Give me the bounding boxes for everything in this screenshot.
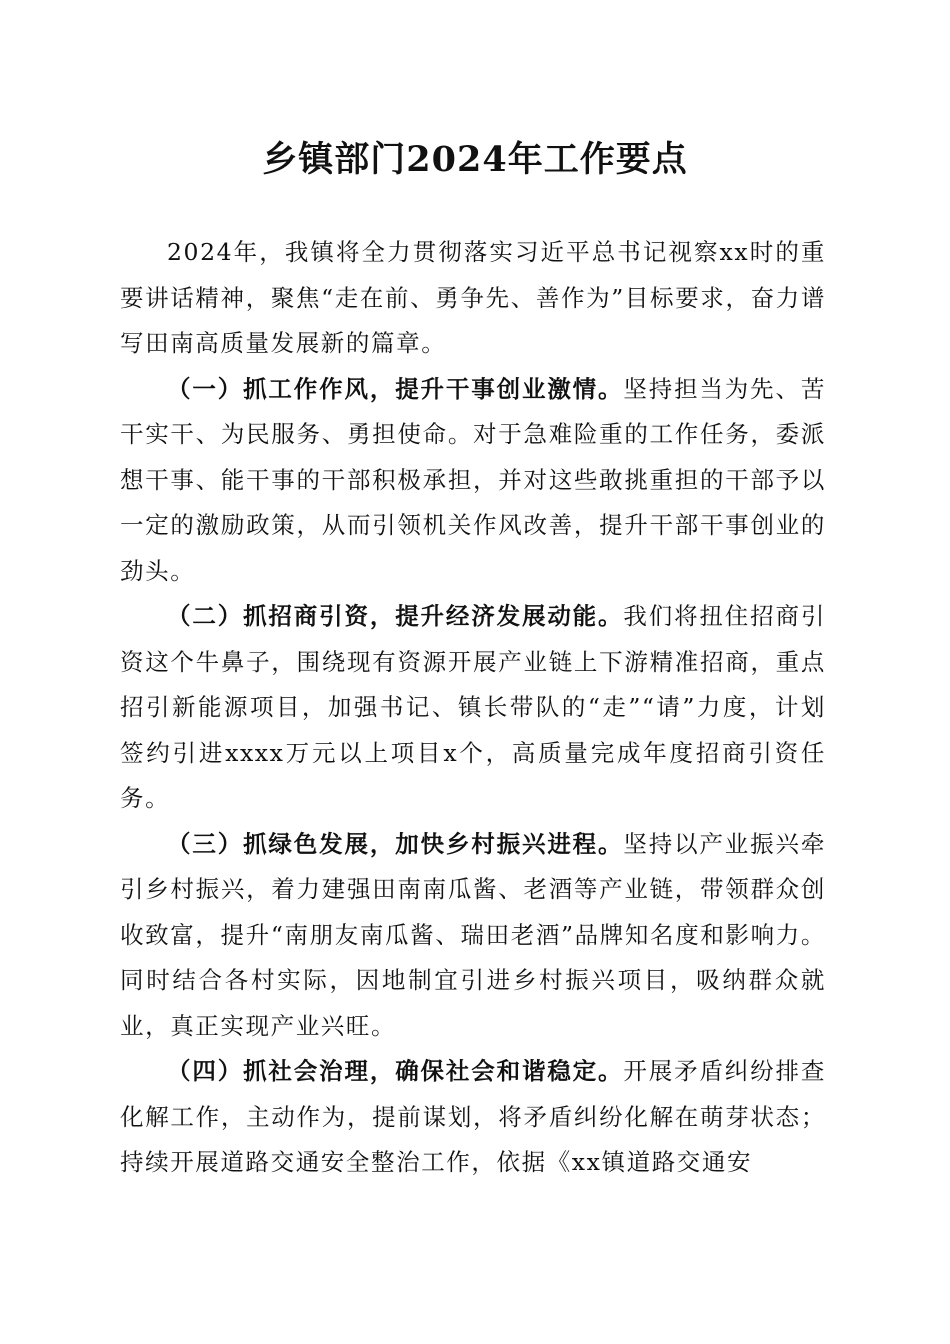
section-paragraph-3 [120, 822, 826, 1050]
section-heading-2: （二）抓招商引资，提升经济发展动能。 [167, 602, 624, 630]
document-body [120, 230, 826, 1186]
document-title: 乡镇部门2024年工作要点 [262, 139, 688, 180]
section-body-2: 我们将扭住招商引资这个牛鼻子，围绕现有资源开展产业链上下游精准招商，重点招引新能源项目，加强书记、镇长带队的“走”“请”力度，计划签约引进xxxx万元以上项目x个，高质量完成年度招商引资任务。 [120, 602, 826, 812]
section-body-4: 开展矛盾纠纷排查化解工作，主动作为，提前谋划，将矛盾纠纷化解在萌芽状态；持续开展道路交通安全整治工作，依据《xx镇道路交通安 [120, 1057, 826, 1176]
section-heading-4: （四）抓社会治理，确保社会和谐稳定。 [167, 1057, 624, 1085]
section-paragraph-4 [120, 1049, 826, 1186]
section-paragraph-2 [120, 594, 826, 822]
section-paragraph-1 [120, 367, 826, 595]
section-heading-1: （一）抓工作作风，提升干事创业激情。 [167, 374, 624, 403]
section-body-3: 坚持以产业振兴牵引乡村振兴，着力建强田南南瓜酱、老酒等产业链，带领群众创收致富，提升“南朋友南瓜酱、瑞田老酒”品牌知名度和影响力。同时结合各村实际，因地制宜引进乡村振兴项目，吸纳群众就业，真正实现产业兴旺。 [120, 829, 826, 1040]
section-body-1: 坚持担当为先、苦干实干、为民服务、勇担使命。对于急难险重的工作任务，委派想干事、能干事的干部积极承担，并对这些敢挑重担的干部予以一定的激励政策，从而引领机关作风改善，提升干部干事创业的劲头。 [120, 374, 826, 585]
intro-paragraph: 2024年，我镇将全力贯彻落实习近平总书记视察xx时的重要讲话精神，聚焦“走在前、勇争先、善作为”目标要求，奋力谱写田南高质量发展新的篇章。 [120, 238, 826, 357]
section-heading-3: （三）抓绿色发展，加快乡村振兴进程。 [167, 829, 624, 858]
